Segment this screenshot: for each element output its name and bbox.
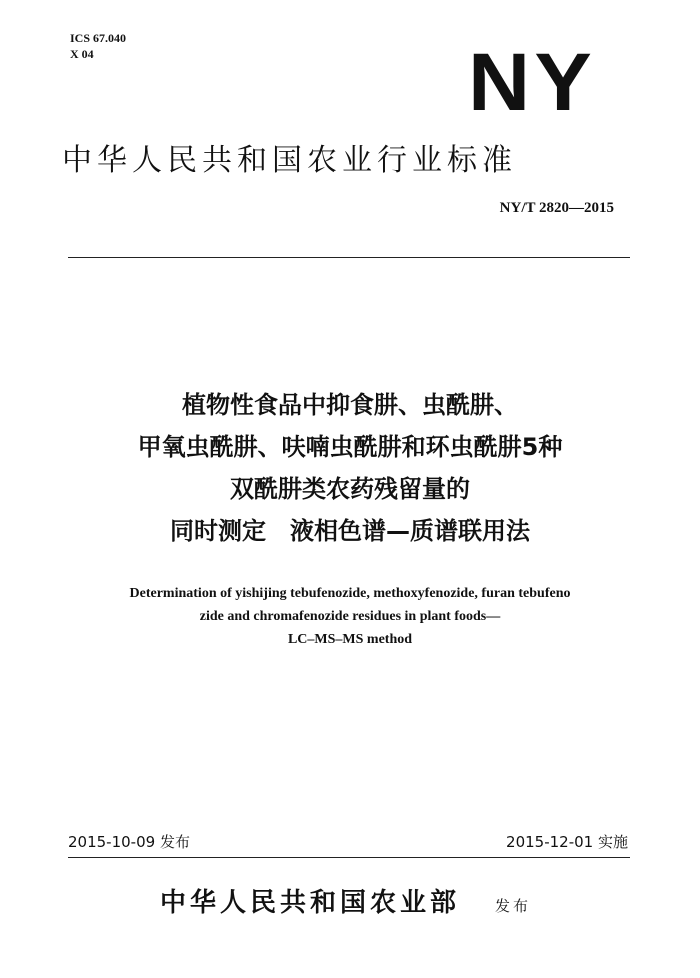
top-divider — [68, 257, 630, 258]
chinese-title-line: 甲氧虫酰肼、呋喃虫酰肼和环虫酰肼5种 — [137, 433, 563, 461]
standard-category-title: 中华人民共和国农业行业标准 — [62, 143, 517, 178]
classification-codes — [70, 30, 126, 62]
english-title-line: LC–MS–MS method — [287, 632, 413, 647]
chinese-title-line: 双酰肼类农药残留量的 — [230, 475, 470, 503]
issue-date: 2015-10-09 发布 — [68, 833, 190, 851]
chinese-title — [70, 384, 630, 552]
bottom-divider — [68, 857, 630, 858]
ics-code: ICS 67.040 — [70, 31, 127, 45]
chinese-title-line: 植物性食品中抑食肼、虫酰肼、 — [182, 391, 518, 419]
classification-code: X 04 — [70, 47, 94, 61]
english-title — [60, 582, 640, 651]
implementation-date: 2015-12-01 实施 — [506, 833, 628, 851]
standard-number: NY/T 2820—2015 — [499, 200, 614, 216]
english-title-line: Determination of yishijing tebufenozide, methoxyfenozide, furan tebufeno — [129, 586, 571, 601]
issuing-label: 发布 — [495, 897, 532, 915]
english-title-line: zide and chromafenozide residues in plant foods— — [199, 609, 501, 624]
issuing-authority: 中华人民共和国农业部 — [160, 888, 461, 918]
chinese-title-line: 同时测定 液相色谱—质谱联用法 — [170, 517, 530, 545]
ny-logo: NY — [468, 37, 597, 128]
